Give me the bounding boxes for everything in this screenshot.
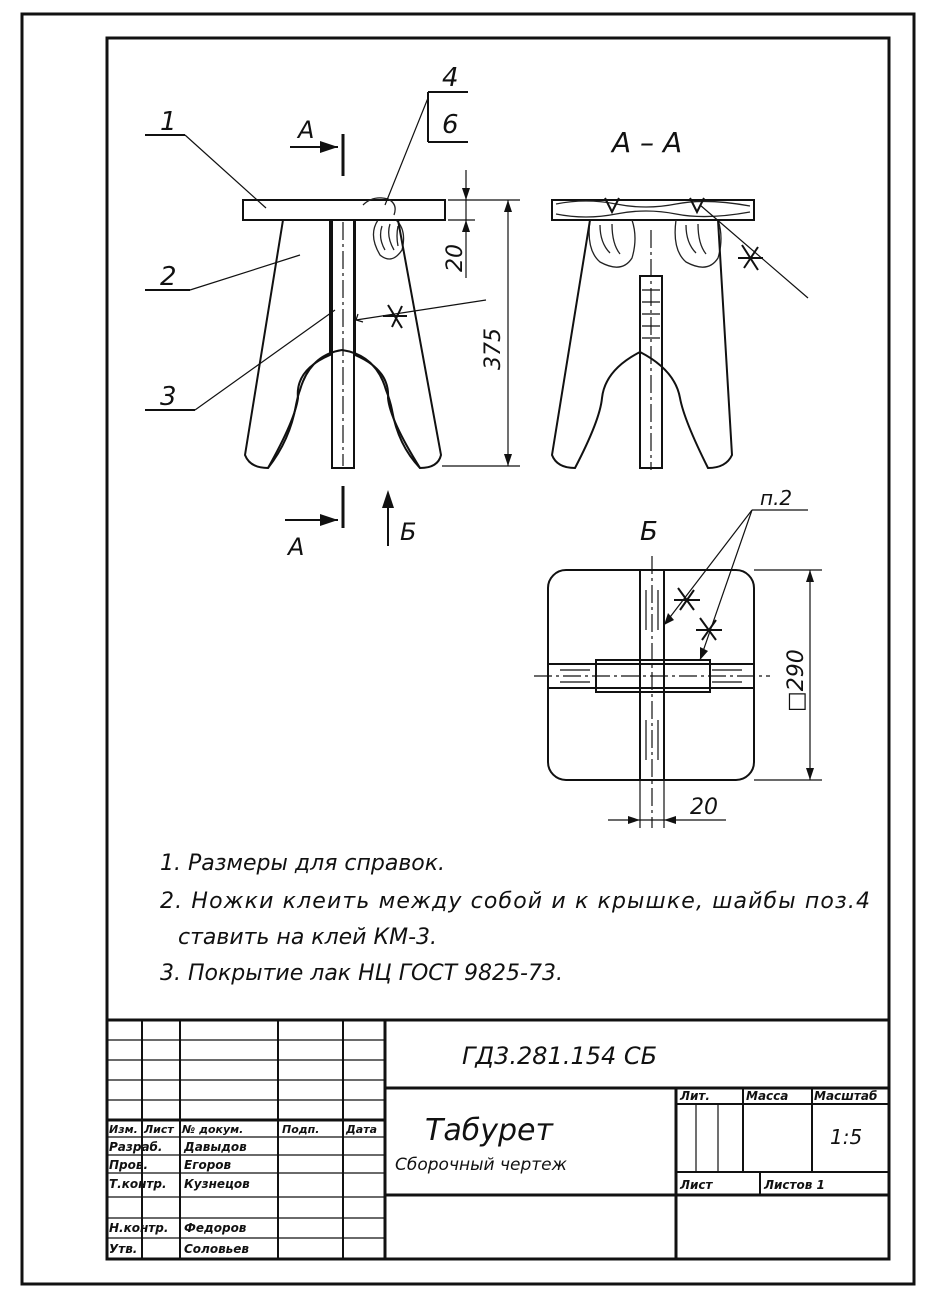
note-3: 3. Покрытие лак НЦ ГОСТ 9825-73.	[160, 961, 563, 986]
designation: ГД3.281.154 СБ	[462, 1042, 658, 1070]
note-2: 2. Ножки клеить между собой и к крышке, шайбы поз.4	[160, 889, 870, 914]
dim-top: 20	[443, 244, 468, 272]
dim-width: 20	[690, 795, 718, 820]
role-1: Пров.	[109, 1158, 149, 1172]
dim-square: □290	[784, 649, 809, 712]
section-a-a	[552, 126, 808, 470]
callout-2: 2	[160, 262, 177, 292]
note-ref: п.2	[760, 486, 793, 510]
person-2: Кузнецов	[184, 1177, 250, 1191]
note-1: 1. Размеры для справок.	[160, 851, 446, 876]
view-b-title: Б	[640, 517, 658, 547]
notes	[160, 851, 870, 986]
title-block	[107, 1020, 889, 1259]
inner-frame	[107, 38, 889, 1259]
hdr-date: Дата	[346, 1123, 378, 1136]
seat-front	[243, 200, 445, 220]
front-view	[145, 63, 520, 561]
person-5: Соловьев	[184, 1242, 249, 1256]
hdr-sign: Подп.	[282, 1123, 320, 1136]
mass-label: Масса	[746, 1089, 789, 1103]
hdr-list: Лист	[144, 1123, 174, 1136]
section-title: А – А	[612, 126, 683, 159]
item-name: Табурет	[425, 1113, 553, 1148]
callout-4: 4	[442, 63, 459, 93]
note-2-cont: ставить на клей КМ-3.	[178, 925, 437, 950]
scale-value: 1:5	[830, 1125, 863, 1149]
lit-label: Лит.	[680, 1089, 710, 1103]
person-0: Давыдов	[184, 1140, 247, 1154]
role-5: Утв.	[109, 1242, 138, 1256]
seat-plan	[548, 570, 754, 780]
callout-3: 3	[160, 382, 177, 412]
callout-6: 6	[442, 110, 459, 140]
person-4: Федоров	[184, 1221, 247, 1235]
sheets-label: Листов 1	[764, 1178, 825, 1192]
dim-height: 375	[481, 328, 506, 370]
view-arrow-label: Б	[400, 518, 417, 546]
role-0: Разраб.	[109, 1140, 163, 1154]
view-b	[534, 486, 822, 828]
section-legs	[552, 220, 732, 468]
role-2: Т.контр.	[109, 1177, 167, 1191]
scale-label: Масштаб	[814, 1089, 878, 1103]
person-1: Егоров	[184, 1158, 232, 1172]
section-letter-top: А	[298, 116, 315, 144]
role-4: Н.контр.	[109, 1221, 169, 1235]
section-letter-bottom: А	[288, 533, 305, 561]
sheet-label: Лист	[680, 1178, 713, 1192]
hdr-izm: Изм.	[109, 1123, 138, 1136]
doc-type: Сборочный чертеж	[395, 1155, 567, 1175]
callout-1: 1	[160, 107, 177, 137]
hdr-doc: № докум.	[182, 1123, 244, 1136]
